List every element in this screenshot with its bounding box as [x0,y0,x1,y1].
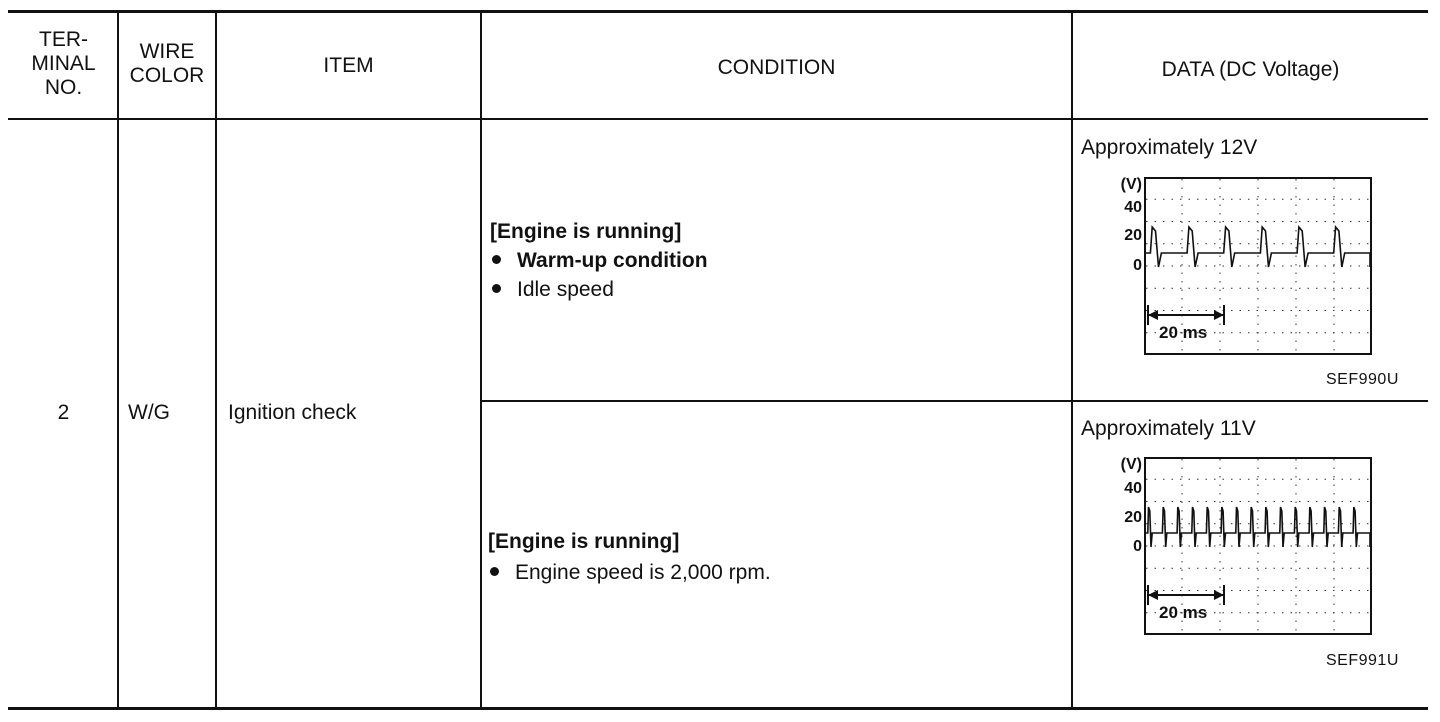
scope-2-unit: (V) [1120,456,1142,473]
condition-2-bullet-1-text: Engine speed is 2,000 rpm. [515,561,771,584]
condition-1-bullet-2 [492,278,614,302]
header-bottom-rule [8,118,1428,120]
scope-1-unit: (V) [1120,176,1142,193]
header-data: DATA (DC Voltage) [1161,58,1340,81]
bullet-icon [490,567,499,576]
data-2-text: Approximately 11V [1081,417,1256,440]
header-terminal-no [10,28,117,100]
col-divider-4 [1071,10,1073,710]
condition-2-title: [Engine is running] [488,530,680,553]
header-terminal-line-1: TER- [39,28,88,51]
bullet-icon [492,255,501,264]
time-scale-label: 20 ms [1159,323,1208,342]
oscilloscope-2-waveform [1144,457,1372,635]
figure-code-2: SEF991U [1326,652,1399,669]
terminal-number: 2 [57,401,70,424]
table-top-rule [8,10,1428,13]
header-wire-line-2: COLOR [129,64,205,87]
col-divider-3 [480,10,482,710]
col-divider-1 [117,10,119,710]
bullet-icon [492,284,501,293]
row-divider [481,400,1428,402]
condition-2-bullet-1 [490,561,771,585]
time-scale-label: 20 ms [1159,603,1208,622]
condition-1-bullet-2-text: Idle speed [517,278,614,301]
data-1-text: Approximately 12V [1081,136,1258,159]
scope-2-tick-40: 40 [1124,480,1142,497]
header-item: ITEM [323,54,374,77]
scope-2-tick-0: 0 [1133,538,1142,555]
header-wire-color [119,40,215,88]
header-terminal-line-2: MINAL [31,52,96,75]
col-divider-2 [215,10,217,710]
header-wire-line-1: WIRE [139,40,195,63]
wire-color-value: W/G [128,401,170,424]
scope-2-tick-20: 20 [1124,509,1142,526]
oscilloscope-1-waveform [1144,177,1372,355]
scope-1-tick-0: 0 [1133,257,1142,274]
condition-1-bullet-1 [492,249,708,273]
header-condition: CONDITION [717,56,836,79]
item-value: Ignition check [228,401,357,424]
condition-1-bullet-1-text: Warm-up condition [517,249,708,272]
scope-1-tick-20: 20 [1124,227,1142,244]
header-terminal-line-3: NO. [44,76,83,99]
table-bottom-rule [8,707,1428,710]
condition-1-title: [Engine is running] [490,220,682,243]
scope-1-tick-40: 40 [1124,199,1142,216]
figure-code-1: SEF990U [1326,371,1399,388]
